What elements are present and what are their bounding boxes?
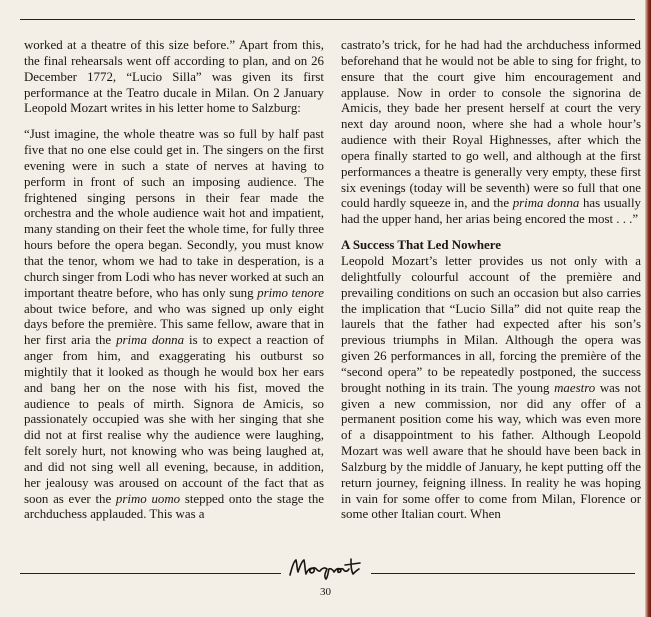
body-text: Leopold Mozart’s letter provides us not only with a delightfully colourful account of the première and prevailing conditions on such an occasion but also carries the implication that “Lucio Silla” did not quite reap the laurels that the father had expected after his son’s previous triumphs in Milan. Although the opera was given 26 performances in all, forcing the première of the “second opera” to be repeatedly postponed, the success brought nothing in its train. The young: [341, 253, 641, 395]
body-text: was not given a new commission, nor did any offer of a permanent position come his way, which was even more of a disappointment to his father. Although Leopold Mozart was well aware that he should have been back in Salzburg by the middle of January, he kept putting off the return journey, feigning illness. In reality he was hoping in vain for some offer to come from Milan, Florence or some other Italian court. When: [341, 380, 642, 522]
section-heading: A Success That Led Nowhere: [341, 238, 501, 253]
quote-text: about twice before, and who was signed up only eight days before the première. This same fellow, aware that in her first aria the: [24, 301, 324, 348]
right-column: [341, 38, 641, 523]
quote-italic: primo uomo: [115, 491, 181, 506]
letter-quote-continued: [341, 38, 641, 228]
top-rule: [20, 19, 635, 20]
page-number: 30: [320, 586, 331, 598]
quote-italic: prima donna: [116, 333, 185, 348]
quote-italic: prima donna: [512, 196, 580, 211]
quote-text: “Just imagine, the whole theatre was so full by half past five that no one else could get in. The singers on the first evening were in such a state of nerves at having to perform in front of such an imposing audience. The frightened singing persons in their fear made the orchestra and the whole audience wait hot and impatient, many standing on their feet the whole time, for fully three hours before the opera began. Secondly, you must know that the tenor, whom we had to take in desperation, is a church singer from Lodi who has never worked at such an important theatre before, who has only sung: [24, 127, 324, 300]
signature-glyph: [287, 555, 365, 581]
signature-mark: [281, 555, 371, 583]
quote-text: has usually had the upper hand, her arias being encored the most . . .”: [341, 196, 642, 227]
quote-italic: primo tenore: [257, 285, 324, 300]
quote-text: castrato’s trick, for he had had the archduchess informed beforehand that he would not be able to sing for fright, to ensure that the court give him encouragement and applause. Now in order to console the signorina de Amicis, they bade her present herself at court the very next day around noon, where she had a whole hour’s audience with their Royal Highnesses, after which the opera finally started to go well, and although at the first performances a theatre is generally very empty, these first six evenings (today will be seventh) were so full that one could hardly squeeze in, and the: [341, 38, 641, 211]
section-body-paragraph: [341, 254, 641, 523]
letter-quote-paragraph: [24, 127, 324, 523]
mozart-signature: [0, 555, 651, 583]
left-column: [24, 38, 324, 523]
body-italic: maestro: [554, 380, 596, 395]
page-edge-strip: [645, 0, 651, 617]
quote-text: stepped onto the stage the archduchess applauded. This was a: [24, 491, 324, 522]
intro-paragraph: worked at a theatre of this size before.” Apart from this, the final rehearsals went off according to plan, and on 26 December 1772, “Lucio Silla” was given its first performance at the Teatro ducale in Milan. On 2 January Leopold Mozart writes in his letter home to Salzburg:: [24, 38, 324, 116]
quote-text: is to expect a reaction of anger from him, and exaggerating his outburst so mightily that it looked as though he would box her ears and bang her on the nose with his fist, moved the audience to peals of mirth. Signora de Amicis, so passionately occupied was she with her singing that she did not at first realise why the audience were laughing, felt sorely hurt, not knowing who was being laughed at, and did not sing well all evening, because, in addition, her jealousy was aroused on account of the fact that as soon as ever the: [24, 333, 325, 506]
